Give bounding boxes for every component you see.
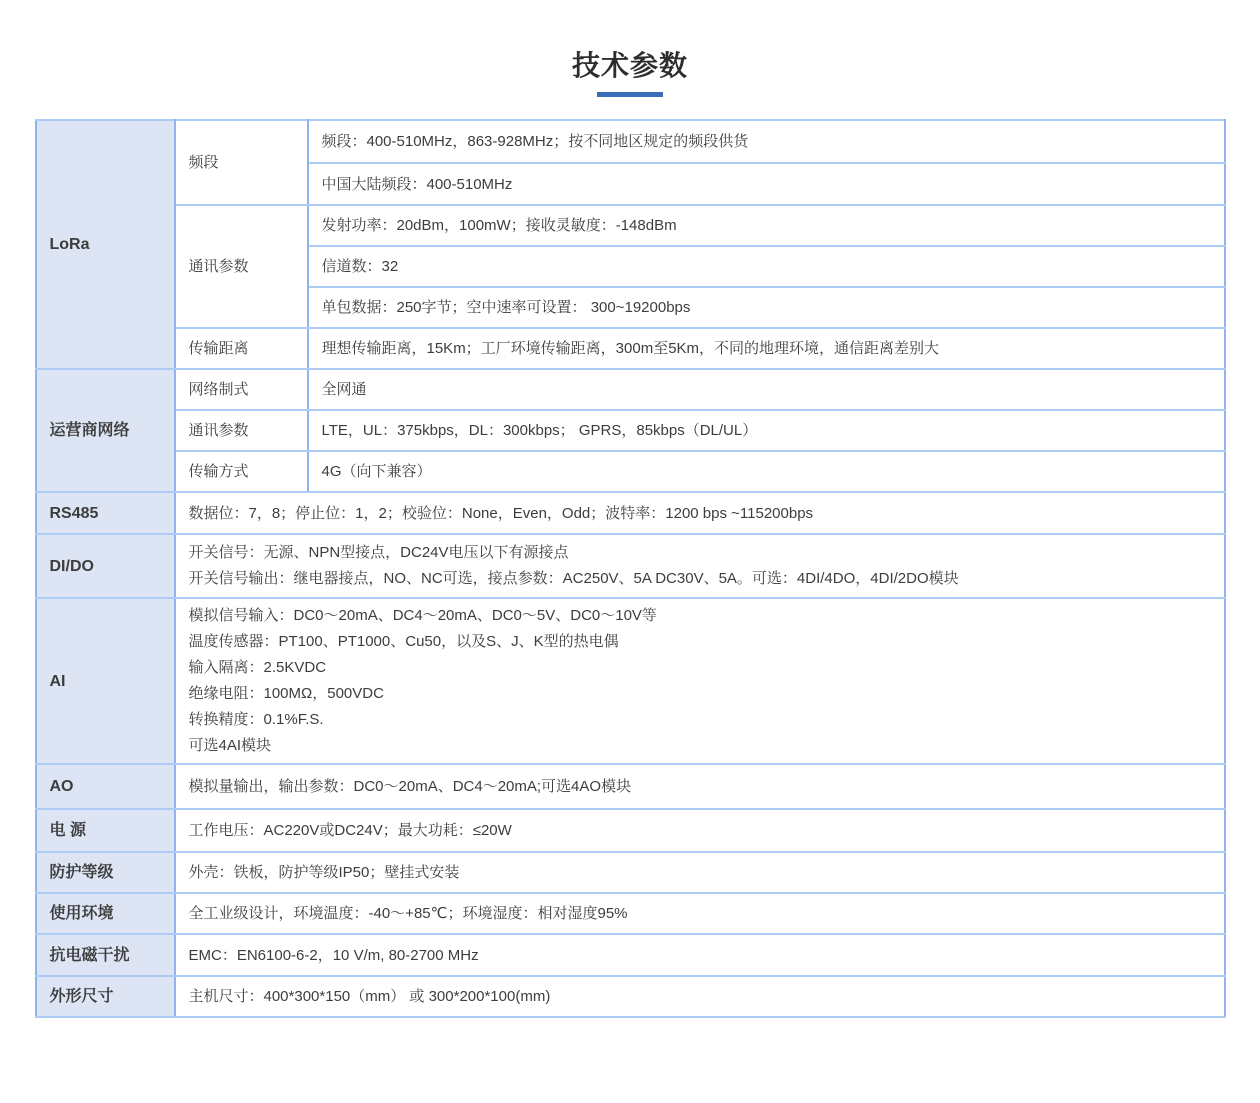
group-label-carrier-network: 运营商网络 <box>36 369 175 492</box>
sub-label-network-mode: 网络制式 <box>175 369 308 410</box>
spec-value: 理想传输距离，15Km；工厂环境传输距离，300m至5Km，不同的地理环境，通信距离差别大 <box>308 328 1225 369</box>
sub-label-comm-params: 通讯参数 <box>175 410 308 451</box>
spec-value: 全工业级设计，环境温度：-40～+85℃；环境湿度：相对湿度95% <box>175 893 1225 934</box>
spec-value: 工作电压：AC220V或DC24V；最大功耗：≤20W <box>175 809 1225 852</box>
spec-value: 模拟量输出，输出参数：DC0～20mA、DC4～20mA;可选4AO模块 <box>175 764 1225 809</box>
spec-value: 信道数：32 <box>308 246 1225 287</box>
table-row <box>36 369 1225 410</box>
group-label-dido: DI/DO <box>36 534 175 598</box>
group-label-dimensions: 外形尺寸 <box>36 976 175 1017</box>
table-row <box>36 893 1225 934</box>
sub-label-distance: 传输距离 <box>175 328 308 369</box>
table-row <box>36 764 1225 809</box>
spec-value: 单包数据：250字节；空中速率可设置： 300~19200bps <box>308 287 1225 328</box>
spec-line: 绝缘电阻：100MΩ，500VDC <box>188 685 384 702</box>
table-row <box>36 976 1225 1017</box>
spec-value: 发射功率：20dBm，100mW；接收灵敏度：-148dBm <box>308 205 1225 246</box>
group-label-emc: 抗电磁干扰 <box>36 934 175 976</box>
spec-table <box>35 119 1226 1018</box>
sub-label-band: 频段 <box>175 120 308 205</box>
spec-value: 中国大陆频段：400-510MHz <box>308 163 1225 205</box>
group-label-environment: 使用环境 <box>36 893 175 934</box>
group-label-ai: AI <box>36 598 175 764</box>
spec-value: 数据位：7，8；停止位：1，2；校验位：None，Even，Odd；波特率：1200 bps ~115200bps <box>175 492 1225 534</box>
spec-value: EMC：EN6100-6-2，10 V/m, 80-2700 MHz <box>175 934 1225 976</box>
table-row <box>36 934 1225 976</box>
sub-label-comm-params: 通讯参数 <box>175 205 308 328</box>
sub-label-transfer-mode: 传输方式 <box>175 451 308 492</box>
spec-line: 可选4AI模块 <box>188 737 272 754</box>
spec-value: 频段：400-510MHz，863-928MHz；按不同地区规定的频段供货 <box>308 120 1225 163</box>
table-row <box>36 809 1225 852</box>
table-row <box>36 205 1225 246</box>
spec-value <box>175 534 1225 598</box>
spec-value <box>175 598 1225 764</box>
spec-line: 输入隔离：2.5KVDC <box>188 659 327 676</box>
table-row <box>36 492 1225 534</box>
spec-line: 模拟信号输入：DC0～20mA、DC4～20mA、DC0～5V、DC0～10V等 <box>188 607 657 624</box>
spec-value: 4G（向下兼容） <box>308 451 1225 492</box>
title-accent-underline <box>597 92 663 97</box>
table-row <box>36 852 1225 893</box>
spec-line: 开关信号：无源、NPN型接点，DC24V电压以下有源接点 <box>188 544 569 561</box>
group-label-rs485: RS485 <box>36 492 175 534</box>
spec-line: 温度传感器：PT100、PT1000、Cu50，以及S、J、K型的热电偶 <box>188 633 619 650</box>
spec-value: 全网通 <box>308 369 1225 410</box>
table-row <box>36 451 1225 492</box>
table-row <box>36 534 1225 598</box>
table-row <box>36 598 1225 764</box>
spec-value: 主机尺寸：400*300*150（mm） 或 300*200*100(mm) <box>175 976 1225 1017</box>
spec-line: 开关信号输出：继电器接点，NO、NC可选，接点参数：AC250V、5A DC30V、5A。可选：4DI/4DO，4DI/2DO模块 <box>188 570 959 587</box>
group-label-lora: LoRa <box>36 120 175 369</box>
table-row <box>36 410 1225 451</box>
group-label-protection: 防护等级 <box>36 852 175 893</box>
page-title: 技术参数 <box>571 50 688 81</box>
spec-line: 转换精度：0.1%F.S. <box>188 711 324 728</box>
spec-value: LTE，UL：375kbps，DL：300kbps； GPRS，85kbps（DL/UL） <box>308 410 1225 451</box>
table-row <box>36 328 1225 369</box>
group-label-power: 电 源 <box>36 809 175 852</box>
table-row <box>36 120 1225 163</box>
spec-value: 外壳：铁板，防护等级IP50；壁挂式安装 <box>175 852 1225 893</box>
group-label-ao: AO <box>36 764 175 809</box>
